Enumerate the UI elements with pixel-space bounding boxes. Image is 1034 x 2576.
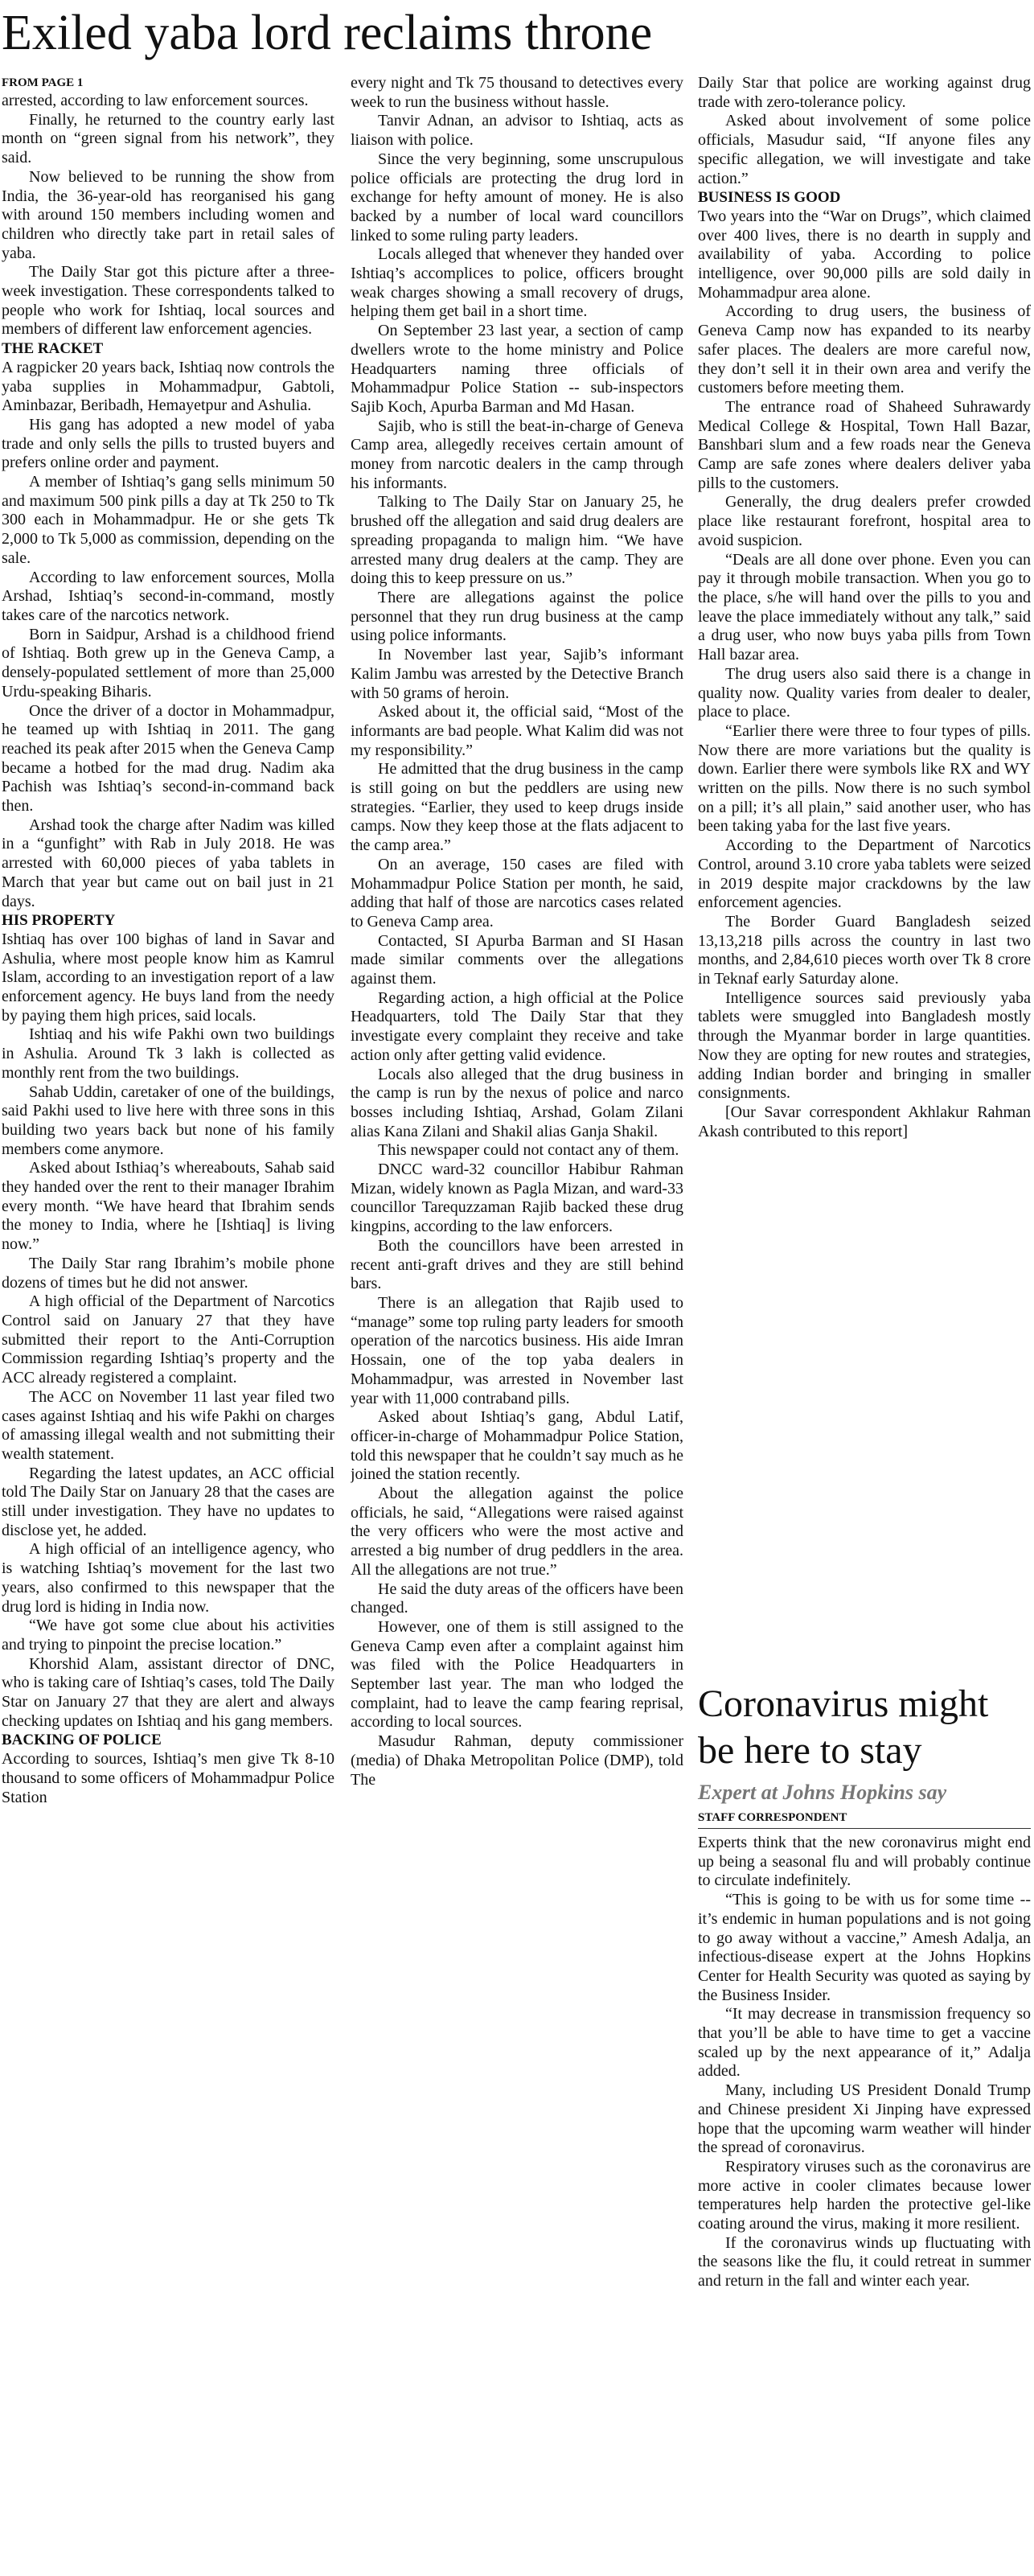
- article-paragraph: Since the very beginning, some unscrupulous police officials are protecting the drug lord in exchange for hefty amount of money. He is also backed by a number of local ward councillors linked to some ruling party leaders.: [351, 150, 683, 244]
- article-paragraph: Sahab Uddin, caretaker of one of the buildings, said Pakhi used to live here with three sons in this building two years back but none of his family members come anymore.: [2, 1083, 334, 1158]
- article-paragraph: He admitted that the drug business in the camp is still going on but the peddlers are using new strategies. “Earlier, they used to keep drugs inside camps. Now they keep those at the flats adjacent to the camp area.”: [351, 760, 683, 855]
- article-paragraph: The Border Guard Bangladesh seized 13,13,218 pills across the country in last two months, and 2,84,610 pieces worth over Tk 8 crore in Teknaf early Saturday alone.: [698, 912, 1031, 988]
- article-paragraph: “We have got some clue about his activities and trying to pinpoint the precise location.”: [2, 1617, 334, 1654]
- coronavirus-byline: STAFF CORRESPONDENT: [698, 1811, 1031, 1829]
- section-subhead: HIS PROPERTY: [2, 912, 116, 930]
- column-2-body: [351, 74, 683, 1789]
- article-paragraph: The entrance road of Shaheed Suhrawardy Medical College & Hospital, Town Hall Bazar, Banshbari slum and a few roads near the Geneva Camp are safe zones where dealers deliver yaba pills to the customers.: [698, 397, 1031, 492]
- coronavirus-paragraph: Respiratory viruses such as the coronavirus are more active in cooler climates because lower temperatures help harden the protective gel-like coating around the virus, making it more resilient.: [698, 2157, 1031, 2233]
- article-paragraph: Sajib, who is still the beat-in-charge of Geneva Camp area, allegedly receives certain amount of money from narcotic dealers in the camp through his informants.: [351, 417, 683, 492]
- article-paragraph: Intelligence sources said previously yaba tablets were smuggled into Bangladesh mostly through the Myanmar border in large quantities. Now they are opting for new routes and strategies, adding Indian border and bringing in smaller consignments.: [698, 988, 1031, 1103]
- article-paragraph: Khorshid Alam, assistant director of DNC, who is taking care of Ishtiaq’s cases, told The Daily Star on January 27 that they are alert and always checking updates on Ishtiaq and his gang members.: [2, 1654, 334, 1730]
- article-paragraph: Asked about Isthiaq’s whereabouts, Sahab said they handed over the rent to their manager Ibrahim every month. “We have heard that Ibrahim sends the money to India, where he [Ishtiaq] is living now.”: [2, 1159, 334, 1254]
- article-paragraph: Ishtiaq has over 100 bighas of land in Savar and Ashulia, where most people know him as Kamrul Islam, according to an investigation report of a law enforcement agency. He buys land from the needy by paying them high prices, said locals.: [2, 930, 334, 1025]
- coronavirus-paragraph: If the coronavirus winds up fluctuating with the seasons like the flu, it could retreat in summer and return in the fall and winter each year.: [698, 2233, 1031, 2290]
- article-paragraph: Arshad took the charge after Nadim was killed in a “gunfight” with Rab in July 2018. He was arrested with 60,000 pieces of yaba tablets in March that year but came out on bail just in 21 days.: [2, 816, 334, 910]
- article-paragraph: Tanvir Adnan, an advisor to Ishtiaq, acts as liaison with police.: [351, 112, 683, 150]
- article-paragraph: Ishtiaq and his wife Pakhi own two buildings in Ashulia. Around Tk 3 lakh is collected as monthly rent from the two buildings.: [2, 1025, 334, 1082]
- column-1-body: [2, 92, 334, 1807]
- article-paragraph: [Our Savar correspondent Akhlakur Rahman Akash contributed to this report]: [698, 1103, 1031, 1140]
- article-paragraph: On an average, 150 cases are filed with Mohammadpur Police Station per month, he said, adding that half of those are narcotics cases related to Geneva Camp area.: [351, 855, 683, 931]
- article-paragraph: Asked about Ishtiaq’s gang, Abdul Latif, officer-in-charge of Mohammadpur Police Station, told this newspaper that he couldn’t say much as he joined the station recently.: [351, 1408, 683, 1484]
- article-paragraph: A high official of the Department of Narcotics Control said on January 27 that they have submitted their report to the Anti-Corruption Commission regarding Ishtiaq’s property and the ACC already registered a complaint.: [2, 1292, 334, 1387]
- article-paragraph: About the allegation against the police officials, he said, “Allegations were raised against the very officers who were the most active and arrested a big number of drug peddlers in the area. All the allegations are not true.”: [351, 1485, 683, 1579]
- article-column-2: [351, 74, 683, 2571]
- coronavirus-deck: Expert at Johns Hopkins say: [698, 1781, 947, 1804]
- section-subhead: BUSINESS IS GOOD: [698, 189, 841, 207]
- coronavirus-paragraph: Many, including US President Donald Trump and Chinese president Xi Jinping have expressed hope that the upcoming warm weather will hinder the spread of coronavirus.: [698, 2081, 1031, 2157]
- article-paragraph: arrested, according to law enforcement sources.: [2, 92, 309, 109]
- column-3-body: [698, 74, 1031, 1141]
- article-paragraph: In November last year, Sajib’s informant Kalim Jambu was arrested by the Detective Branch with 50 grams of heroin.: [351, 646, 683, 702]
- article-paragraph: Masudur Rahman, deputy commissioner (media) of Dhaka Metropolitan Police (DMP), told The: [351, 1732, 683, 1789]
- article-paragraph: A high official of an intelligence agency, who is watching Ishtiaq’s movement for the last two years, also confirmed to this newspaper that the drug lord is hiding in India now.: [2, 1540, 334, 1616]
- article-paragraph: The Daily Star got this picture after a three-week investigation. These correspondents talked to people who work for Ishtiaq, local sources and members of different law enforcement agencies.: [2, 263, 334, 339]
- section-subhead: BACKING OF POLICE: [2, 1732, 162, 1749]
- from-page-label: FROM PAGE 1: [2, 76, 84, 89]
- article-paragraph: Two years into the “War on Drugs”, which claimed over 400 lives, there is no dearth in supply and availability of yaba. According to police intelligence, over 90,000 pills are sold daily in Mohammadpur area alone.: [698, 207, 1031, 302]
- article-paragraph: The drug users also said there is a change in quality now. Quality varies from dealer to dealer, place to place.: [698, 664, 1031, 721]
- article-paragraph: Regarding action, a high official at the Police Headquarters, told The Daily Star that they investigate every complaint they receive and take action only after getting valid evidence.: [351, 988, 683, 1064]
- article-paragraph: “Earlier there were three to four types of pills. Now there are more variations but the quality is down. Earlier there were symbols like RX and WY written on the pills. Now there is no such symbol on a pill; it’s all plain,” said another user, who has been taking yaba for the last five years.: [698, 721, 1031, 836]
- article-paragraph: Both the councillors have been arrested in recent anti-graft drives and they are still behind bars.: [351, 1236, 683, 1293]
- article-paragraph: Finally, he returned to the country early last month on “green signal from his network”, they said.: [2, 110, 334, 167]
- coronavirus-headline: Coronavirus might be here to stay: [698, 1682, 989, 1772]
- article-paragraph: Asked about it, the official said, “Most of the informants are bad people. What Kalim did was not my responsibility.”: [351, 703, 683, 759]
- article-paragraph: every night and Tk 75 thousand to detectives every week to run the business without hassle.: [351, 74, 683, 111]
- article-paragraph: On September 23 last year, a section of camp dwellers wrote to the home ministry and Police Headquarters naming three officials of Mohammadpur Police Station -- sub-inspectors Sajib Koch, Apurba Barman and Md Hasan.: [351, 322, 683, 416]
- article-paragraph: According to drug users, the business of Geneva Camp now has expanded to its nearby safer places. The dealers are more careful now, they don’t sell it in their own area and verify the customers before meeting them.: [698, 302, 1031, 397]
- section-subhead: THE RACKET: [2, 340, 104, 358]
- article-paragraph: “Deals are all done over phone. Even you can pay it through mobile transaction. When you go to the place, s/he will hand over the pills to you and leave the place immediately without any talk,” said a drug user, who now buys yaba pills from Town Hall bazar area.: [698, 550, 1031, 664]
- article-paragraph: DNCC ward-32 councillor Habibur Rahman Mizan, widely known as Pagla Mizan, and ward-33 councillor Tarequzzaman Rajib backed these drug kingpins, according to the law enforcers.: [351, 1161, 683, 1236]
- coronavirus-article: [698, 1681, 1031, 2291]
- article-paragraph: According to the Department of Narcotics Control, around 3.10 crore yaba tablets were seized in 2019 despite major crackdowns by the law enforcement agencies.: [698, 836, 1031, 912]
- article-paragraph: This newspaper could not contact any of them.: [378, 1141, 679, 1160]
- article-paragraph: Regarding the latest updates, an ACC official told The Daily Star on January 28 that the cases are still under investigation. They have no updates to disclose yet, he added.: [2, 1464, 334, 1539]
- article-paragraph: A member of Ishtiaq’s gang sells minimum 50 and maximum 500 pink pills a day at Tk 250 to Tk 300 each in Mohammadpur. He or she gets Tk 2,000 to Tk 5,000 as commission, depending on the sale.: [2, 473, 334, 567]
- article-paragraph: According to law enforcement sources, Molla Arshad, Ishtiaq’s second-in-command, mostly takes care of the narcotics network.: [2, 568, 334, 624]
- article-paragraph: Locals alleged that whenever they handed over Ishtiaq’s accomplices to police, officers brought weak charges showing a small recovery of drugs, helping them get bail in a short time.: [351, 245, 683, 321]
- article-paragraph: Asked about involvement of some police officials, Masudur said, “If anyone files any specific allegation, we will investigate and take action.”: [698, 112, 1031, 187]
- article-paragraph: Once the driver of a doctor in Mohammadpur, he teamed up with Ishtiaq in 2011. The gang reached its peak after 2015 when the Geneva Camp became a hotbed for the mad drug. Nadim aka Pachish was Ishtiaq’s second-in-command back then.: [2, 701, 334, 816]
- article-paragraph: There is an allegation that Rajib used to “manage” some top ruling party leaders for smooth operation of the narcotics business. His aide Imran Hossain, one of the top yaba dealers in Mohammadpur, was arrested in November last year with 11,000 contraband pills.: [351, 1294, 683, 1407]
- article-paragraph: The Daily Star rang Ibrahim’s mobile phone dozens of times but he did not answer.: [2, 1254, 334, 1292]
- coronavirus-paragraph: “This is going to be with us for some time -- it’s endemic in human populations and is not going to go away without a vaccine,” Amesh Adalja, an infectious-disease expert at the Johns Hopkins Center for Health Security was quoted as saying by the Business Insider.: [698, 1891, 1031, 2004]
- article-paragraph: Talking to The Daily Star on January 25, he brushed off the allegation and said drug dealers are spreading propaganda to malign him. “We have arrested many drug dealers at the camp. They are doing this to keep pressure on us.”: [351, 493, 683, 588]
- article-paragraph: Contacted, SI Apurba Barman and SI Hasan made similar comments over the allegations against them.: [351, 931, 683, 988]
- article-paragraph: According to sources, Ishtiaq’s men give Tk 8-10 thousand to some officers of Mohammadpur Police Station: [2, 1750, 334, 1806]
- article-paragraph: Generally, the drug dealers prefer crowded place like restaurant forefront, hospital area to avoid suspicion.: [698, 493, 1031, 549]
- article-paragraph: The ACC on November 11 last year filed two cases against Ishtiaq and his wife Pakhi on charges of amassing illegal wealth and not submitting their wealth statement.: [2, 1387, 334, 1463]
- article-paragraph: He said the duty areas of the officers have been changed.: [351, 1580, 683, 1617]
- article-paragraph: His gang has adopted a new model of yaba trade and only sells the pills to trusted buyers and prefers online order and payment.: [2, 415, 334, 472]
- article-paragraph: Born in Saidpur, Arshad is a childhood friend of Ishtiaq. Both grew up in the Geneva Camp, a densely-populated settlement of more than 25,000 Urdu-speaking Biharis.: [2, 625, 334, 700]
- article-paragraph: A ragpicker 20 years back, Ishtiaq now controls the yaba supplies in Mohammadpur, Gabtoli, Aminbazar, Beribadh, Hemayetpur and Ashulia.: [2, 358, 334, 415]
- article-column-1: [2, 74, 334, 2571]
- coronavirus-paragraph: “It may decrease in transmission frequency so that you’ll be able to have time to get a vaccine scaled up by the next appearance of it,” Adalja added.: [698, 2005, 1031, 2081]
- article-paragraph: However, one of them is still assigned to the Geneva Camp even after a complaint against him was filed with the Police Headquarters in September last year. The man who lodged the complaint, had to leave the camp fearing reprisal, according to local sources.: [351, 1617, 683, 1732]
- coronavirus-paragraph: Experts think that the new coronavirus might end up being a seasonal flu and will probably continue to circulate indefinitely.: [698, 1834, 1031, 1890]
- coronavirus-body: [698, 1834, 1031, 2291]
- article-paragraph: Now believed to be running the show from India, the 36-year-old has reorganised his gang with around 150 members including women and children who directly take part in retail sales of yaba.: [2, 167, 334, 262]
- article-paragraph: Locals also alleged that the drug business in the camp is run by the nexus of police and narco bosses including Ishtiaq, Arshad, Golam Zilani alias Kana Zilani and Shakil alias Ganja Shakil.: [351, 1065, 683, 1140]
- article-paragraph: Daily Star that police are working against drug trade with zero-tolerance policy.: [698, 74, 1031, 111]
- article-paragraph: There are allegations against the police personnel that they run drug business at the camp using police informants.: [351, 588, 683, 645]
- main-headline: Exiled yaba lord reclaims throne: [2, 6, 653, 60]
